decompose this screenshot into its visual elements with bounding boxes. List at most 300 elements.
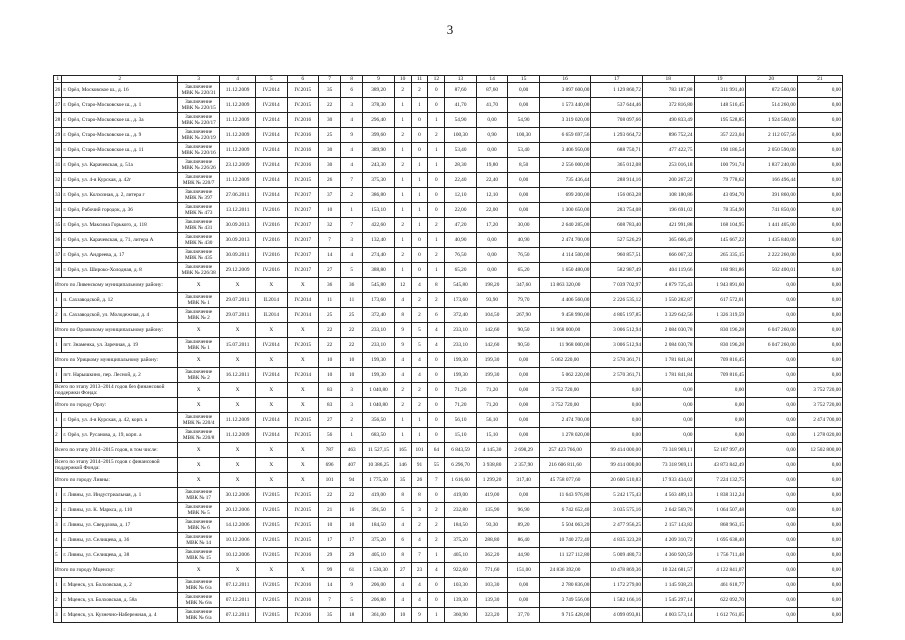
table-cell: 27 (54, 98, 62, 113)
table-cell: 3 329 642,56 (642, 308, 694, 323)
header-row (54, 76, 843, 83)
table-cell: 2 112 057,56 (746, 128, 798, 143)
table-cell: 1 (428, 548, 445, 563)
table-cell: 1 837 240,00 (746, 158, 798, 173)
table-cell: IV.2016 (287, 578, 319, 593)
address-cell: г. Ливны, ул. Селищева, д. 38 (62, 548, 178, 563)
table-cell: 1 326 319,59 (694, 308, 746, 323)
table-cell: 206,80 (363, 593, 395, 608)
table-cell: 4 (411, 278, 428, 293)
table-cell: 2 (341, 413, 363, 428)
column-number: 20 (746, 76, 798, 83)
table-cell: 232,80 (445, 503, 477, 518)
table-cell: 1 172 279,00 (591, 578, 643, 593)
table-cell: 0,00 (746, 578, 798, 593)
table-cell: 3 (341, 383, 363, 398)
table-cell: 11 968 000,00 (539, 323, 591, 338)
column-number: 19 (694, 76, 746, 83)
table-cell: 233,10 (363, 323, 395, 338)
table-cell: IV.2014 (255, 428, 287, 443)
subtotal-label: Всего по этапу 2014–2015 годов с финансовой поддержкой Фонда: (54, 458, 178, 473)
table-cell: 461 618,77 (694, 578, 746, 593)
table-cell: 4 563 489,13 (642, 488, 694, 503)
table-cell: Заключение МВК № 220/17 (178, 113, 220, 128)
table-cell: 5 (54, 548, 62, 563)
table-cell: IV.2017 (287, 188, 319, 203)
table-cell: 38 (54, 263, 62, 278)
table-cell: 0,00 (642, 413, 694, 428)
table-cell: 2 556 000,00 (539, 158, 591, 173)
table-cell: Заключение МВК № 397 (178, 188, 220, 203)
table-cell: 6 047 260,00 (746, 338, 798, 353)
table-cell: X (178, 458, 220, 473)
table-cell: 0,00 (508, 413, 540, 428)
table-cell: 2 (394, 218, 411, 233)
table-cell: 0,00 (746, 443, 798, 458)
table-cell: 2 226 535,12 (591, 293, 643, 308)
table-cell: Заключение МВК № 435 (178, 248, 220, 263)
subtotal-row (54, 278, 843, 293)
table-cell: 0,00 (797, 278, 842, 293)
table-cell: 477 422,75 (642, 143, 694, 158)
table-cell: 35 (319, 608, 341, 623)
table-cell: 9 (341, 128, 363, 143)
table-cell: 104,50 (476, 308, 508, 323)
table-cell: IV.2014 (255, 113, 287, 128)
table-cell: IV.2016 (255, 203, 287, 218)
table-cell: 1 (54, 368, 62, 383)
table-cell: 0,00 (797, 533, 842, 548)
table-cell: IV.2014 (255, 188, 287, 203)
table-cell: 0,00 (508, 398, 540, 413)
table-cell: 22,00 (476, 203, 508, 218)
table-cell: 708 097,66 (591, 113, 643, 128)
column-number: 5 (255, 76, 287, 83)
table-cell: IV.2015 (255, 578, 287, 593)
table-cell: 0 (428, 98, 445, 113)
table-row (54, 428, 843, 443)
address-cell: г. Мценск, ул. Болховская, д. 2 (62, 578, 178, 593)
table-cell: 5 504 063,20 (539, 518, 591, 533)
table-cell: 1 (428, 233, 445, 248)
table-cell: IV.2015 (255, 608, 287, 623)
table-cell: 4 145,30 (476, 443, 508, 458)
table-cell: 391 860,00 (746, 188, 798, 203)
table-cell: 1 530,30 (363, 563, 395, 578)
table-cell: 0,00 (797, 353, 842, 368)
table-cell: 2 (411, 293, 428, 308)
table-cell: 12,10 (445, 188, 477, 203)
table-cell: 372 816,80 (642, 98, 694, 113)
table-cell: 830 196,28 (694, 323, 746, 338)
table-cell: 296,40 (363, 113, 395, 128)
table-cell: 34 (54, 203, 62, 218)
table-cell: 8 (428, 278, 445, 293)
address-cell: г. Орёл, Старо-Московское ш., д. 9 (62, 128, 178, 143)
table-cell: 830 196,28 (694, 338, 746, 353)
table-cell: 20.12.2006 (220, 503, 256, 518)
table-cell: X (287, 398, 319, 413)
table-cell: 1 (54, 578, 62, 593)
subtotal-row (54, 398, 843, 413)
table-cell: 1 (341, 428, 363, 443)
table-cell: 0,00 (797, 323, 842, 338)
table-cell: IV.2014 (255, 173, 287, 188)
address-cell: г. Ливны, ул. К. Маркса, д. 110 (62, 503, 178, 518)
table-cell: 0,00 (797, 263, 842, 278)
table-cell: 405,10 (445, 548, 477, 563)
column-number: 9 (363, 76, 395, 83)
table-cell: 11.12.2009 (220, 128, 256, 143)
table-cell: 0,00 (476, 233, 508, 248)
table-cell: 257 423 766,00 (539, 443, 591, 458)
table-cell: 5 (411, 323, 428, 338)
table-cell: 11.12.2009 (220, 143, 256, 158)
table-cell: 10 (319, 203, 341, 218)
table-cell: 7 (341, 218, 363, 233)
table-row (54, 248, 843, 263)
table-cell: IV.2016 (287, 548, 319, 563)
table-cell: 22 (341, 338, 363, 353)
column-number: 7 (319, 76, 341, 83)
table-cell: 404 119,66 (642, 263, 694, 278)
table-cell: 389,20 (363, 83, 395, 98)
table-cell: 365 666,49 (642, 233, 694, 248)
table-cell: 0,90 (476, 128, 508, 143)
table-row (54, 518, 843, 533)
table-cell: 15,10 (476, 428, 508, 443)
table-cell: 07.12.2011 (220, 578, 256, 593)
table-cell: 4 (394, 578, 411, 593)
table-cell: IV.2015 (287, 533, 319, 548)
table-cell: 347,60 (508, 278, 540, 293)
table-cell: 11 (319, 293, 341, 308)
table-cell: 96,90 (508, 503, 540, 518)
table-cell: X (178, 563, 220, 578)
table-cell: 7 224 132,75 (694, 473, 746, 488)
table-cell: 1 (411, 98, 428, 113)
subtotal-row (54, 458, 843, 473)
table-cell: 378,30 (363, 98, 395, 113)
table-cell: 199,30 (476, 353, 508, 368)
table-row (54, 218, 843, 233)
table-cell: 4 (341, 113, 363, 128)
table-cell: 5 (341, 593, 363, 608)
table-cell: 8 (394, 488, 411, 503)
table-cell: 696 (319, 458, 341, 473)
table-cell: 4 360 920,59 (642, 548, 694, 563)
table-cell: 0,00 (797, 98, 842, 113)
table-cell: IV.2015 (287, 98, 319, 113)
table-cell: 4 879 725,43 (642, 278, 694, 293)
table-cell: 0,00 (508, 203, 540, 218)
table-row (54, 488, 843, 503)
table-cell: 5 (394, 503, 411, 518)
table-cell: 3 752 720,00 (539, 383, 591, 398)
table-cell: 4 (394, 353, 411, 368)
table-cell: 10 (341, 353, 363, 368)
table-cell: 36 (319, 278, 341, 293)
table-cell: 4 (411, 353, 428, 368)
table-cell: 0,00 (797, 368, 842, 383)
table-cell: 17 933 434,02 (642, 473, 694, 488)
table-cell: 6 (394, 533, 411, 548)
table-cell: 11 643 976,80 (539, 488, 591, 503)
table-row (54, 593, 843, 608)
table-cell: 0,00 (797, 518, 842, 533)
table-cell: 7 (411, 548, 428, 563)
table-cell: 22 (319, 323, 341, 338)
table-cell: 0,00 (746, 308, 798, 323)
table-cell: 3 752 720,00 (539, 398, 591, 413)
table-cell: 1 (54, 488, 62, 503)
table-cell: 32 (54, 173, 62, 188)
table-cell: 3 (54, 518, 62, 533)
address-cell: г. Ливны, ул. Индустриальная, д. 1 (62, 488, 178, 503)
table-cell: 30 (319, 158, 341, 173)
table-cell: 22,00 (445, 203, 477, 218)
table-cell: 1 650 480,00 (539, 263, 591, 278)
table-cell: 1 (54, 413, 62, 428)
table-cell: 0,00 (591, 428, 643, 443)
table-cell: X (220, 398, 256, 413)
table-cell: 0,00 (797, 113, 842, 128)
table-cell: X (255, 443, 287, 458)
subtotal-label: Всего по этапу 2013–2014 годов без финансовой поддержки Фонда: (54, 383, 178, 398)
subtotal-row (54, 563, 843, 578)
table-cell: 3 (341, 233, 363, 248)
table-cell: Заключение МВК № 226/26 (178, 158, 220, 173)
table-cell: IV.2016 (255, 233, 287, 248)
table-cell: 35 (319, 83, 341, 98)
table-cell: 56,10 (476, 413, 508, 428)
table-cell: 71,20 (445, 398, 477, 413)
table-cell: 22,40 (476, 173, 508, 188)
table-row (54, 203, 843, 218)
table-cell: 30.12.2006 (220, 488, 256, 503)
table-cell: 6 047 260,00 (746, 323, 798, 338)
table-cell: 0,00 (746, 293, 798, 308)
table-cell: 3 006 512,94 (591, 338, 643, 353)
table-cell: 666 067,32 (642, 248, 694, 263)
table-cell: 99 (319, 563, 341, 578)
column-number: 15 (508, 76, 540, 83)
table-cell: 0 (411, 113, 428, 128)
table-cell: 283 754,08 (591, 203, 643, 218)
table-cell: Заключение МВК № 2 (178, 308, 220, 323)
table-cell: 2 698,29 (508, 443, 540, 458)
address-cell: г. Орёл, Старо-Московское ш., д. 11 (62, 143, 178, 158)
table-cell: 2 (394, 248, 411, 263)
table-cell: 151,00 (508, 563, 540, 578)
table-cell: 3 406 950,00 (539, 143, 591, 158)
table-cell: 83 (319, 383, 341, 398)
table-cell: 30.09.2013 (220, 218, 256, 233)
table-cell: 33 (54, 188, 62, 203)
table-cell: X (287, 473, 319, 488)
table-cell: 37,70 (508, 608, 540, 623)
table-cell: 1 (411, 158, 428, 173)
table-cell: 0,00 (797, 608, 842, 623)
table-cell: 27 (394, 563, 411, 578)
table-cell: IV.2016 (287, 128, 319, 143)
table-cell: 9 (394, 338, 411, 353)
table-cell: 0,00 (797, 338, 842, 353)
table-cell: IV.2015 (287, 173, 319, 188)
column-number: 13 (445, 76, 477, 83)
table-cell: 872 560,00 (746, 83, 798, 98)
table-cell: 1 612 761,05 (694, 608, 746, 623)
column-number: 1 (54, 76, 62, 83)
table-row (54, 233, 843, 248)
table-cell: 47,20 (445, 218, 477, 233)
table-cell: 2 474 700,00 (539, 413, 591, 428)
table-cell: 1 545 297,14 (642, 593, 694, 608)
table-cell: 4 (428, 323, 445, 338)
table-cell: 30 (319, 113, 341, 128)
table-cell: 90,50 (508, 323, 540, 338)
address-cell: г. Орёл, ул. Андреева, д. 17 (62, 248, 178, 263)
address-cell: п. Сахзаводской, ул. Молодежная, д. 4 (62, 308, 178, 323)
table-cell: 56,10 (445, 413, 477, 428)
table-cell: II.2014 (255, 308, 287, 323)
table-cell: 1 (411, 428, 428, 443)
table-cell: 6 296,70 (445, 458, 477, 473)
table-cell: 4 209 310,72 (642, 533, 694, 548)
table-cell: X (255, 278, 287, 293)
table-cell: IV.2014 (255, 158, 287, 173)
table-cell: 2 640 285,00 (539, 218, 591, 233)
table-cell: X (178, 278, 220, 293)
table-cell: 407 (341, 458, 363, 473)
table-row (54, 368, 843, 383)
table-cell: 0 (428, 173, 445, 188)
table-cell: 2 (411, 383, 428, 398)
table-cell: IV.2015 (287, 83, 319, 98)
table-cell: 3 (341, 98, 363, 113)
table-cell: 0 (428, 188, 445, 203)
column-number: 4 (220, 76, 256, 83)
table-cell: 11.12.2009 (220, 413, 256, 428)
table-cell: 362,20 (476, 548, 508, 563)
table-cell: 6 (428, 308, 445, 323)
table-cell: 1 582 166,16 (591, 593, 643, 608)
table-cell: 1 (428, 143, 445, 158)
table-cell: 37 (319, 188, 341, 203)
column-number: 10 (394, 76, 411, 83)
table-cell: 2 (54, 428, 62, 443)
table-cell: 0,00 (746, 608, 798, 623)
table-row (54, 503, 843, 518)
table-cell: 26 (411, 473, 428, 488)
table-cell: 35 (394, 473, 411, 488)
table-cell: 365 012,08 (591, 158, 643, 173)
table-row (54, 83, 843, 98)
table-cell: 421 991,88 (642, 218, 694, 233)
table-cell: 45 758 077,60 (539, 473, 591, 488)
table-cell: 5 (341, 263, 363, 278)
table-cell: IV.2015 (287, 503, 319, 518)
subtotal-label: Итого по Урицкому муниципальному району: (54, 353, 178, 368)
table-cell: 8 (394, 548, 411, 563)
table-cell: 0,00 (694, 383, 746, 398)
table-row (54, 413, 843, 428)
table-cell: 375,20 (445, 533, 477, 548)
table-cell: 2 (428, 503, 445, 518)
table-cell: 195 528,85 (694, 113, 746, 128)
table-cell: 103,30 (445, 578, 477, 593)
table-cell: 10 (319, 368, 341, 383)
subtotal-label: Всего по этапу 2014–2015 годов, в том числе: (54, 443, 178, 458)
table-cell: 1 (394, 233, 411, 248)
table-cell: 86,40 (508, 533, 540, 548)
table-cell: 1 (394, 188, 411, 203)
table-cell: 28 (54, 113, 62, 128)
table-row (54, 338, 843, 353)
table-cell: 2 (54, 503, 62, 518)
table-cell: 1 278 020,00 (797, 428, 842, 443)
table-cell: X (255, 383, 287, 398)
table-cell: 28,30 (445, 158, 477, 173)
table-cell: Заключение МВК № 431 (178, 218, 220, 233)
table-cell: IV.2014 (287, 308, 319, 323)
table-cell: IV.2014 (255, 413, 287, 428)
table-cell: 787 (319, 443, 341, 458)
address-cell: г. Мценск, ул. Болховская, д. 58а (62, 593, 178, 608)
table-cell: 0 (428, 413, 445, 428)
table-cell: 1 435 840,00 (746, 233, 798, 248)
table-cell: 10 (319, 518, 341, 533)
table-cell: 4 (394, 368, 411, 383)
table-cell: 9 (394, 323, 411, 338)
table-cell: 166 496,44 (746, 173, 798, 188)
address-cell: г. Орёл, Старо-Московское ш., д. 1 (62, 98, 178, 113)
table-cell: 199,30 (476, 368, 508, 383)
table-cell: 142,60 (476, 338, 508, 353)
table-cell: 30 (54, 143, 62, 158)
table-cell: 10 (319, 353, 341, 368)
table-cell: 2 570 361,71 (591, 368, 643, 383)
table-cell: Заключение МВК № 6/а (178, 578, 220, 593)
table-cell: 2 222 260,00 (746, 248, 798, 263)
table-cell: 0,00 (797, 83, 842, 98)
table-cell: 30.09.2013 (220, 233, 256, 248)
subtotal-label: Итого по городу Мценску: (54, 563, 178, 578)
table-cell: 0,00 (797, 578, 842, 593)
table-cell: 101 (411, 443, 428, 458)
table-cell: 0,00 (797, 308, 842, 323)
table-cell: 2 357,90 (508, 458, 540, 473)
table-cell: 4 (341, 248, 363, 263)
table-cell: 37 (54, 248, 62, 263)
table-cell: 0,00 (797, 233, 842, 248)
table-cell: 622 092,70 (694, 593, 746, 608)
table-cell: 71,20 (445, 383, 477, 398)
table-cell: 2 570 361,71 (591, 353, 643, 368)
table-cell: 24 836 392,00 (539, 563, 591, 578)
table-cell: 11 968 000,00 (539, 338, 591, 353)
table-cell: 76,50 (508, 248, 540, 263)
table-cell: 0,00 (508, 488, 540, 503)
page-number: 3 (446, 22, 454, 37)
table-cell: 3 938,80 (476, 458, 508, 473)
table-cell: 375,30 (363, 173, 395, 188)
table-cell: 2 (54, 308, 62, 323)
table-row (54, 293, 843, 308)
table-cell: 1 781 841,84 (642, 353, 694, 368)
table-cell: 139,30 (476, 593, 508, 608)
table-cell: 43 873 842,49 (694, 458, 746, 473)
